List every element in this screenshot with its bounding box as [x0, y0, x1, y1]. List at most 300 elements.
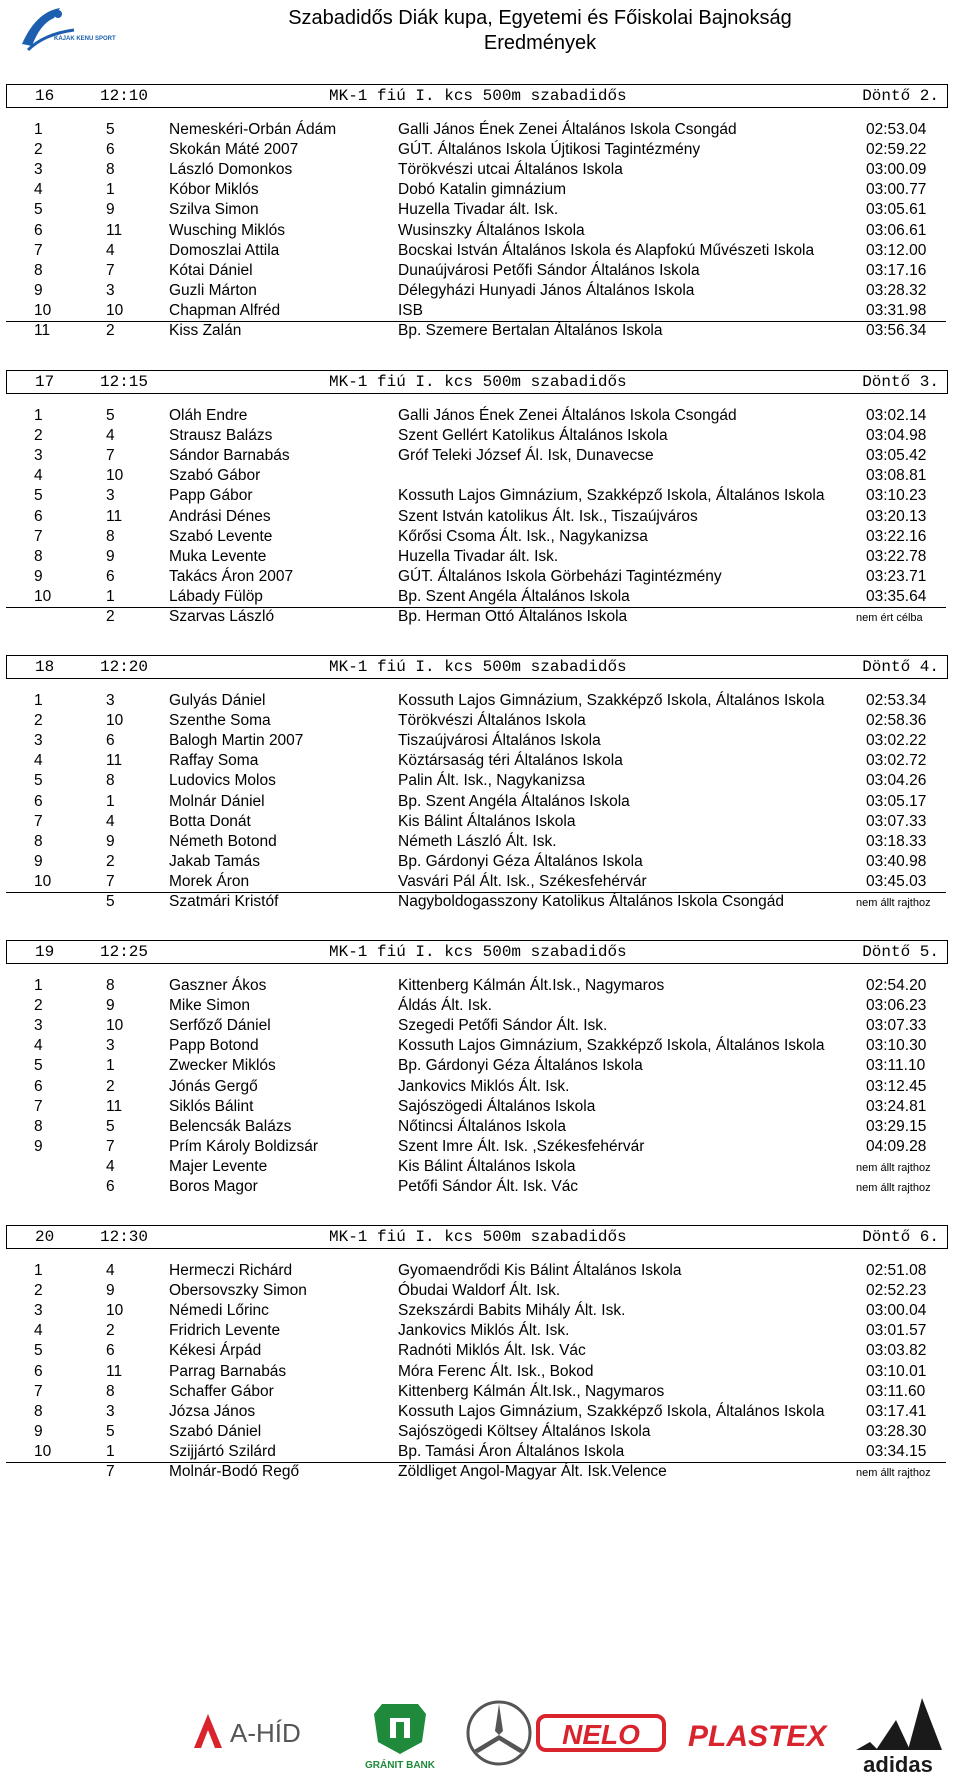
place-cell: 10 — [34, 872, 52, 890]
place-cell: 2 — [34, 997, 43, 1015]
athlete-name: Kékesi Árpád — [169, 1342, 262, 1360]
race-time: 12:25 — [100, 943, 149, 961]
athlete-name: Chapman Alfréd — [169, 301, 281, 319]
school-name: Tiszaújvárosi Általános Iskola — [398, 732, 601, 750]
lane-cell: 2 — [106, 1077, 115, 1095]
school-name: Radnóti Miklós Ált. Isk. Vác — [398, 1342, 586, 1360]
place-cell: 10 — [34, 1442, 52, 1460]
school-name: Köztársaság téri Általános Iskola — [398, 752, 623, 770]
result-time: 03:08.81 — [866, 467, 927, 485]
result-row — [6, 221, 946, 241]
athlete-name: Szarvas László — [169, 608, 275, 625]
lane-cell: 1 — [106, 587, 115, 605]
result-time: 02:54.20 — [866, 977, 927, 994]
place-cell: 5 — [34, 772, 43, 790]
result-row — [6, 1321, 946, 1341]
lane-cell: 8 — [106, 977, 115, 994]
school-name: Óbudai Waldorf Ált. Isk. — [398, 1282, 561, 1300]
athlete-name: Nemeskéri-Orbán Ádám — [169, 121, 337, 138]
school-name: Dobó Katalin gimnázium — [398, 181, 567, 199]
school-name: Törökvészi utcai Általános Iskola — [398, 161, 623, 179]
result-time: 02:51.08 — [866, 1262, 927, 1279]
result-time: 02:58.36 — [866, 712, 927, 730]
result-row — [6, 976, 946, 996]
school-name: GÚT. Általános Iskola Görbeházi Tagintézmény — [398, 567, 722, 585]
result-row — [6, 1382, 946, 1402]
place-cell: 6 — [34, 221, 43, 239]
result-row — [6, 200, 946, 220]
place-cell: 1 — [34, 1262, 43, 1279]
race-header — [6, 1225, 948, 1249]
lane-cell: 8 — [106, 161, 115, 179]
school-name: Bp. Szemere Bertalan Általános Iskola — [398, 322, 663, 339]
result-row — [6, 832, 946, 852]
school-name: Palin Ált. Isk., Nagykanizsa — [398, 772, 585, 790]
lane-cell: 4 — [106, 1262, 115, 1279]
lane-cell: 11 — [106, 1097, 123, 1115]
lane-cell: 3 — [106, 1037, 115, 1055]
athlete-name: Morek Áron — [169, 872, 250, 890]
school-name: Kittenberg Kálmán Ált.Isk., Nagymaros — [398, 977, 665, 994]
nelo-logo — [536, 1712, 666, 1754]
lane-cell: 6 — [106, 732, 115, 750]
race-number: 16 — [35, 87, 55, 105]
athlete-name: Schaffer Gábor — [169, 1382, 274, 1400]
athlete-name: Kiss Zalán — [169, 322, 242, 339]
athlete-name: Parrag Barnabás — [169, 1362, 287, 1380]
athlete-name: Jónás Gergő — [169, 1077, 258, 1095]
place-cell: 5 — [34, 487, 43, 505]
lane-cell: 10 — [106, 1017, 124, 1035]
result-row — [6, 1036, 946, 1056]
lane-cell: 2 — [106, 1322, 115, 1340]
place-cell: 9 — [34, 567, 43, 585]
result-row — [6, 446, 946, 466]
page-subtitle: Eredmények — [483, 32, 597, 54]
school-name: Bp. Gárdonyi Géza Általános Iskola — [398, 852, 643, 870]
result-time: 03:11.60 — [866, 1382, 926, 1400]
school-name: Sajószögedi Általános Iskola — [398, 1097, 596, 1115]
kajak-kenu-sport-logo — [14, 4, 116, 62]
a-hid-logo — [190, 1708, 330, 1752]
school-name: Petőfi Sándor Ált. Isk. Vác — [398, 1178, 579, 1195]
result-time: 02:52.23 — [866, 1282, 927, 1300]
place-cell: 2 — [34, 1282, 43, 1300]
place-cell: 4 — [34, 752, 43, 770]
lane-cell: 2 — [106, 608, 115, 625]
athlete-name: Muka Levente — [169, 547, 267, 565]
athlete-name: Fridrich Levente — [169, 1322, 281, 1340]
athlete-name: Szatmári Kristóf — [169, 893, 279, 910]
result-time: 03:07.33 — [866, 812, 927, 830]
result-time: 03:02.72 — [866, 752, 927, 770]
lane-cell: 3 — [106, 1402, 115, 1420]
athlete-name: Andrási Dénes — [169, 507, 271, 525]
result-row — [6, 1077, 946, 1097]
place-cell: 7 — [34, 1097, 43, 1115]
lane-cell: 4 — [106, 1157, 115, 1175]
result-row — [6, 1402, 946, 1422]
school-name: Bp. Szent Angéla Általános Iskola — [398, 792, 630, 810]
lane-cell: 7 — [106, 872, 115, 890]
place-cell: 4 — [34, 181, 43, 199]
result-row — [6, 466, 946, 486]
athlete-name: Szilva Simon — [169, 201, 259, 219]
lane-cell: 2 — [106, 322, 115, 339]
lane-cell: 7 — [106, 1137, 115, 1155]
athlete-name: Wusching Miklós — [169, 221, 286, 239]
school-name: Kittenberg Kálmán Ált.Isk., Nagymaros — [398, 1382, 665, 1400]
race-number: 17 — [35, 373, 55, 391]
result-row — [6, 1177, 946, 1197]
plastex-logo — [684, 1712, 834, 1754]
result-time: 03:10.30 — [866, 1037, 927, 1055]
result-row — [6, 180, 946, 200]
athlete-name: Obersovszky Simon — [169, 1282, 307, 1300]
school-name: Bp. Tamási Áron Általános Iskola — [398, 1442, 625, 1460]
place-cell: 7 — [34, 1382, 43, 1400]
result-time: 03:29.15 — [866, 1117, 927, 1135]
athlete-name: Molnár Dániel — [169, 792, 265, 810]
race-number: 20 — [35, 1228, 55, 1246]
race-event: MK-1 fiú I. kcs 500m szabadidős — [329, 943, 627, 961]
result-time: 03:22.16 — [866, 527, 927, 545]
result-row — [6, 1341, 946, 1361]
school-name: Kossuth Lajos Gimnázium, Szakképző Iskola, Általános Iskola — [398, 1402, 825, 1420]
place-cell: 8 — [34, 547, 43, 565]
athlete-name: Szabó Gábor — [169, 467, 261, 485]
result-row — [6, 567, 946, 587]
lane-cell: 1 — [106, 181, 115, 199]
lane-cell: 10 — [106, 467, 124, 485]
place-cell: 2 — [34, 427, 43, 445]
lane-cell: 10 — [106, 1302, 124, 1320]
athlete-name: Józsa János — [169, 1402, 256, 1420]
result-row — [6, 812, 946, 832]
result-time: 03:22.78 — [866, 547, 927, 565]
result-row — [6, 892, 946, 912]
race-time: 12:15 — [100, 373, 149, 391]
result-time: 03:10.23 — [866, 487, 927, 505]
result-time: 03:23.71 — [866, 567, 927, 585]
lane-cell: 6 — [106, 1342, 115, 1360]
svg-text:GRÁNIT BANK: GRÁNIT BANK — [365, 1760, 435, 1771]
place-cell: 5 — [34, 1342, 43, 1360]
result-time: nem állt rajthoz — [856, 1467, 931, 1479]
place-cell: 4 — [34, 1037, 43, 1055]
school-name: Bp. Gárdonyi Géza Általános Iskola — [398, 1057, 643, 1075]
result-time: 03:02.14 — [866, 407, 927, 424]
lane-cell: 6 — [106, 1178, 115, 1195]
result-time: 03:34.15 — [866, 1442, 927, 1460]
result-row — [6, 792, 946, 812]
result-time: 03:45.03 — [866, 872, 927, 890]
athlete-name: Domoszlai Attila — [169, 241, 280, 259]
school-name: Kis Bálint Általános Iskola — [398, 812, 576, 830]
school-name: Huzella Tivadar ált. Isk. — [398, 547, 559, 565]
race-header — [6, 940, 948, 964]
result-row — [6, 1261, 946, 1281]
result-time: nem állt rajthoz — [856, 897, 931, 909]
athlete-name: Botta Donát — [169, 812, 251, 830]
result-time: 03:11.10 — [866, 1057, 926, 1075]
place-cell: 5 — [34, 1057, 43, 1075]
athlete-name: Molnár-Bodó Regő — [169, 1463, 300, 1480]
school-name: Sajószögedi Költsey Általános Iskola — [398, 1422, 651, 1440]
athlete-name: Papp Gábor — [169, 487, 253, 505]
athlete-name: Kótai Dániel — [169, 261, 253, 279]
place-cell: 1 — [34, 121, 43, 138]
athlete-name: Majer Levente — [169, 1157, 268, 1175]
place-cell: 3 — [34, 732, 43, 750]
granit-bank-logo — [360, 1700, 440, 1772]
place-cell: 2 — [34, 712, 43, 730]
place-cell: 6 — [34, 1362, 43, 1380]
athlete-name: Mike Simon — [169, 997, 250, 1015]
athlete-name: Takács Áron 2007 — [169, 567, 294, 585]
school-name: Gyomaendrődi Kis Bálint Általános Iskola — [398, 1262, 682, 1279]
result-time: 03:28.30 — [866, 1422, 927, 1440]
athlete-name: László Domonkos — [169, 161, 293, 179]
school-name: Délegyházi Hunyadi János Általános Iskola — [398, 281, 695, 299]
place-cell: 1 — [34, 977, 43, 994]
lane-cell: 3 — [106, 692, 115, 709]
svg-text:NELO: NELO — [562, 1719, 640, 1750]
school-name: Kossuth Lajos Gimnázium, Szakképző Iskola, Általános Iskola — [398, 692, 825, 709]
result-row — [6, 587, 946, 607]
place-cell: 5 — [34, 201, 43, 219]
athlete-name: Raffay Soma — [169, 752, 259, 770]
place-cell: 8 — [34, 1117, 43, 1135]
result-row — [6, 771, 946, 791]
lane-cell: 9 — [106, 547, 115, 565]
lane-cell: 5 — [106, 121, 115, 138]
place-cell: 1 — [34, 407, 43, 424]
result-row — [6, 751, 946, 771]
result-time: 03:12.45 — [866, 1077, 927, 1095]
result-time: nem állt rajthoz — [856, 1182, 931, 1194]
result-time: 03:00.09 — [866, 161, 927, 179]
athlete-name: Szenthe Soma — [169, 712, 271, 730]
result-time: 03:12.00 — [866, 241, 927, 259]
race-event: MK-1 fiú I. kcs 500m szabadidős — [329, 87, 627, 105]
result-time: 03:20.13 — [866, 507, 927, 525]
result-time: 03:10.01 — [866, 1362, 927, 1380]
place-cell: 3 — [34, 1302, 43, 1320]
school-name: Törökvészi Általános Iskola — [398, 712, 586, 730]
result-row — [6, 1117, 946, 1137]
school-name: Kis Bálint Általános Iskola — [398, 1157, 576, 1175]
athlete-name: Németh Botond — [169, 832, 277, 850]
result-row — [6, 691, 946, 711]
lane-cell: 5 — [106, 407, 115, 424]
result-time: 03:18.33 — [866, 832, 927, 850]
result-row — [6, 140, 946, 160]
lane-cell: 9 — [106, 1282, 115, 1300]
result-time: 03:05.42 — [866, 447, 927, 465]
lane-cell: 9 — [106, 832, 115, 850]
result-row — [6, 607, 946, 627]
athlete-name: Ludovics Molos — [169, 772, 276, 790]
lane-cell: 7 — [106, 1463, 115, 1480]
result-time: 03:04.26 — [866, 772, 927, 790]
result-time: 03:17.41 — [866, 1402, 927, 1420]
mercedes-logo — [464, 1698, 534, 1768]
school-name: Nagyboldogasszony Katolikus Általános Iskola Csongád — [398, 893, 785, 910]
lane-cell: 8 — [106, 1382, 115, 1400]
result-row — [6, 852, 946, 872]
school-name: Dunaújvárosi Petőfi Sándor Általános Iskola — [398, 261, 700, 279]
svg-text:KAJAK KENU SPORT: KAJAK KENU SPORT — [54, 36, 116, 42]
school-name: ISB — [398, 301, 423, 319]
result-time: 03:40.98 — [866, 852, 927, 870]
school-name: Németh László Ált. Isk. — [398, 832, 557, 850]
svg-text:PLASTEX: PLASTEX — [688, 1720, 827, 1753]
place-cell: 6 — [34, 1077, 43, 1095]
school-name: Szent Gellért Katolikus Általános Iskola — [398, 427, 668, 445]
result-row — [6, 1301, 946, 1321]
athlete-name: Hermeczi Richárd — [169, 1262, 293, 1279]
result-row — [6, 507, 946, 527]
place-cell: 7 — [34, 241, 43, 259]
athlete-name: Gaszner Ákos — [169, 977, 267, 994]
school-name: Szekszárdi Babits Mihály Ált. Isk. — [398, 1302, 626, 1320]
lane-cell: 11 — [106, 507, 123, 525]
race-event: MK-1 fiú I. kcs 500m szabadidős — [329, 373, 627, 391]
athlete-name: Guzli Márton — [169, 281, 257, 299]
lane-cell: 1 — [106, 1057, 115, 1075]
result-time: 03:02.22 — [866, 732, 927, 750]
result-time: 03:17.16 — [866, 261, 927, 279]
result-row — [6, 1442, 946, 1462]
lane-cell: 4 — [106, 427, 115, 445]
athlete-name: Jakab Tamás — [169, 852, 261, 870]
place-cell: 9 — [34, 852, 43, 870]
result-row — [6, 1462, 946, 1482]
result-row — [6, 406, 946, 426]
school-name: Szegedi Petőfi Sándor Ált. Isk. — [398, 1017, 608, 1035]
school-name: Jankovics Miklós Ált. Isk. — [398, 1322, 570, 1340]
lane-cell: 5 — [106, 893, 115, 910]
place-cell: 9 — [34, 1137, 43, 1155]
result-time: 03:00.04 — [866, 1302, 927, 1320]
athlete-name: Némedi Lőrinc — [169, 1302, 269, 1320]
athlete-name: Skokán Máté 2007 — [169, 141, 299, 159]
result-row — [6, 996, 946, 1016]
school-name: Bocskai István Általános Iskola és Alapfokú Művészeti Iskola — [398, 241, 815, 259]
lane-cell: 3 — [106, 487, 115, 505]
lane-cell: 8 — [106, 772, 115, 790]
place-cell: 9 — [34, 1422, 43, 1440]
result-time: 03:01.57 — [866, 1322, 927, 1340]
result-time: 03:00.77 — [866, 181, 927, 199]
lane-cell: 7 — [106, 261, 115, 279]
result-row — [6, 547, 946, 567]
race-event: MK-1 fiú I. kcs 500m szabadidős — [329, 658, 627, 676]
result-row — [6, 281, 946, 301]
result-time: 03:06.61 — [866, 221, 927, 239]
race-header — [6, 655, 948, 679]
place-cell: 10 — [34, 587, 52, 605]
result-row — [6, 321, 946, 341]
athlete-name: Strausz Balázs — [169, 427, 273, 445]
lane-cell: 4 — [106, 812, 115, 830]
athlete-name: Sándor Barnabás — [169, 447, 290, 465]
result-time: 03:04.98 — [866, 427, 927, 445]
result-time: 02:59.22 — [866, 141, 927, 159]
result-time: 03:24.81 — [866, 1097, 927, 1115]
race-event: MK-1 fiú I. kcs 500m szabadidős — [329, 1228, 627, 1246]
race-final: Döntő 6. — [862, 1228, 939, 1246]
school-name: Kossuth Lajos Gimnázium, Szakképző Iskola, Általános Iskola — [398, 487, 825, 505]
result-row — [6, 1157, 946, 1177]
school-name: Szent Imre Ált. Isk. ,Székesfehérvár — [398, 1137, 645, 1155]
lane-cell: 9 — [106, 201, 115, 219]
place-cell: 3 — [34, 1017, 43, 1035]
race-number: 19 — [35, 943, 55, 961]
lane-cell: 3 — [106, 281, 115, 299]
race-number: 18 — [35, 658, 55, 676]
athlete-name: Lábady Fülöp — [169, 587, 263, 605]
result-row — [6, 301, 946, 321]
result-time: 03:05.61 — [866, 201, 927, 219]
race-header — [6, 84, 948, 108]
result-row — [6, 1016, 946, 1036]
result-time: 02:53.04 — [866, 121, 927, 138]
athlete-name: Belencsák Balázs — [169, 1117, 292, 1135]
result-time: nem állt rajthoz — [856, 1161, 931, 1174]
lane-cell: 11 — [106, 1362, 123, 1380]
place-cell: 8 — [34, 261, 43, 279]
school-name: Kossuth Lajos Gimnázium, Szakképző Iskola, Általános Iskola — [398, 1037, 825, 1055]
school-name: Galli János Ének Zenei Általános Iskola Csongád — [398, 407, 737, 424]
race-time: 12:10 — [100, 87, 149, 105]
athlete-name: Szabó Dániel — [169, 1422, 262, 1440]
adidas-logo — [846, 1694, 950, 1776]
lane-cell: 10 — [106, 301, 124, 319]
athlete-name: Papp Botond — [169, 1037, 259, 1055]
place-cell: 9 — [34, 281, 43, 299]
page-header — [0, 0, 960, 70]
lane-cell: 1 — [106, 1442, 115, 1460]
athlete-name: Serfőző Dániel — [169, 1017, 271, 1035]
school-name: Bp. Szent Angéla Általános Iskola — [398, 587, 630, 605]
lane-cell: 2 — [106, 852, 115, 870]
athlete-name: Siklós Bálint — [169, 1097, 254, 1115]
result-row — [6, 120, 946, 140]
result-row — [6, 872, 946, 892]
school-name: Nőtincsi Általános Iskola — [398, 1117, 566, 1135]
result-time: 03:28.32 — [866, 281, 927, 299]
result-row — [6, 1097, 946, 1117]
school-name: Gróf Teleki József Ál. Isk, Dunavecse — [398, 447, 654, 465]
school-name: Wusinszky Általános Iskola — [398, 221, 585, 239]
lane-cell: 9 — [106, 997, 115, 1015]
school-name: Szent István katolikus Ált. Isk., Tiszaújváros — [398, 507, 698, 525]
race-final: Döntő 5. — [862, 943, 939, 961]
school-name: Kőrősi Csoma Ált. Isk., Nagykanizsa — [398, 527, 648, 545]
result-time: 03:03.82 — [866, 1342, 927, 1360]
athlete-name: Gulyás Dániel — [169, 692, 266, 709]
result-time: 04:09.28 — [866, 1137, 927, 1155]
race-final: Döntő 3. — [862, 373, 939, 391]
sponsor-bar — [0, 1690, 960, 1778]
athlete-name: Szijjártó Szilárd — [169, 1442, 276, 1460]
result-row — [6, 160, 946, 180]
result-time: 03:56.34 — [866, 322, 927, 339]
place-cell: 8 — [34, 832, 43, 850]
race-final: Döntő 4. — [862, 658, 939, 676]
